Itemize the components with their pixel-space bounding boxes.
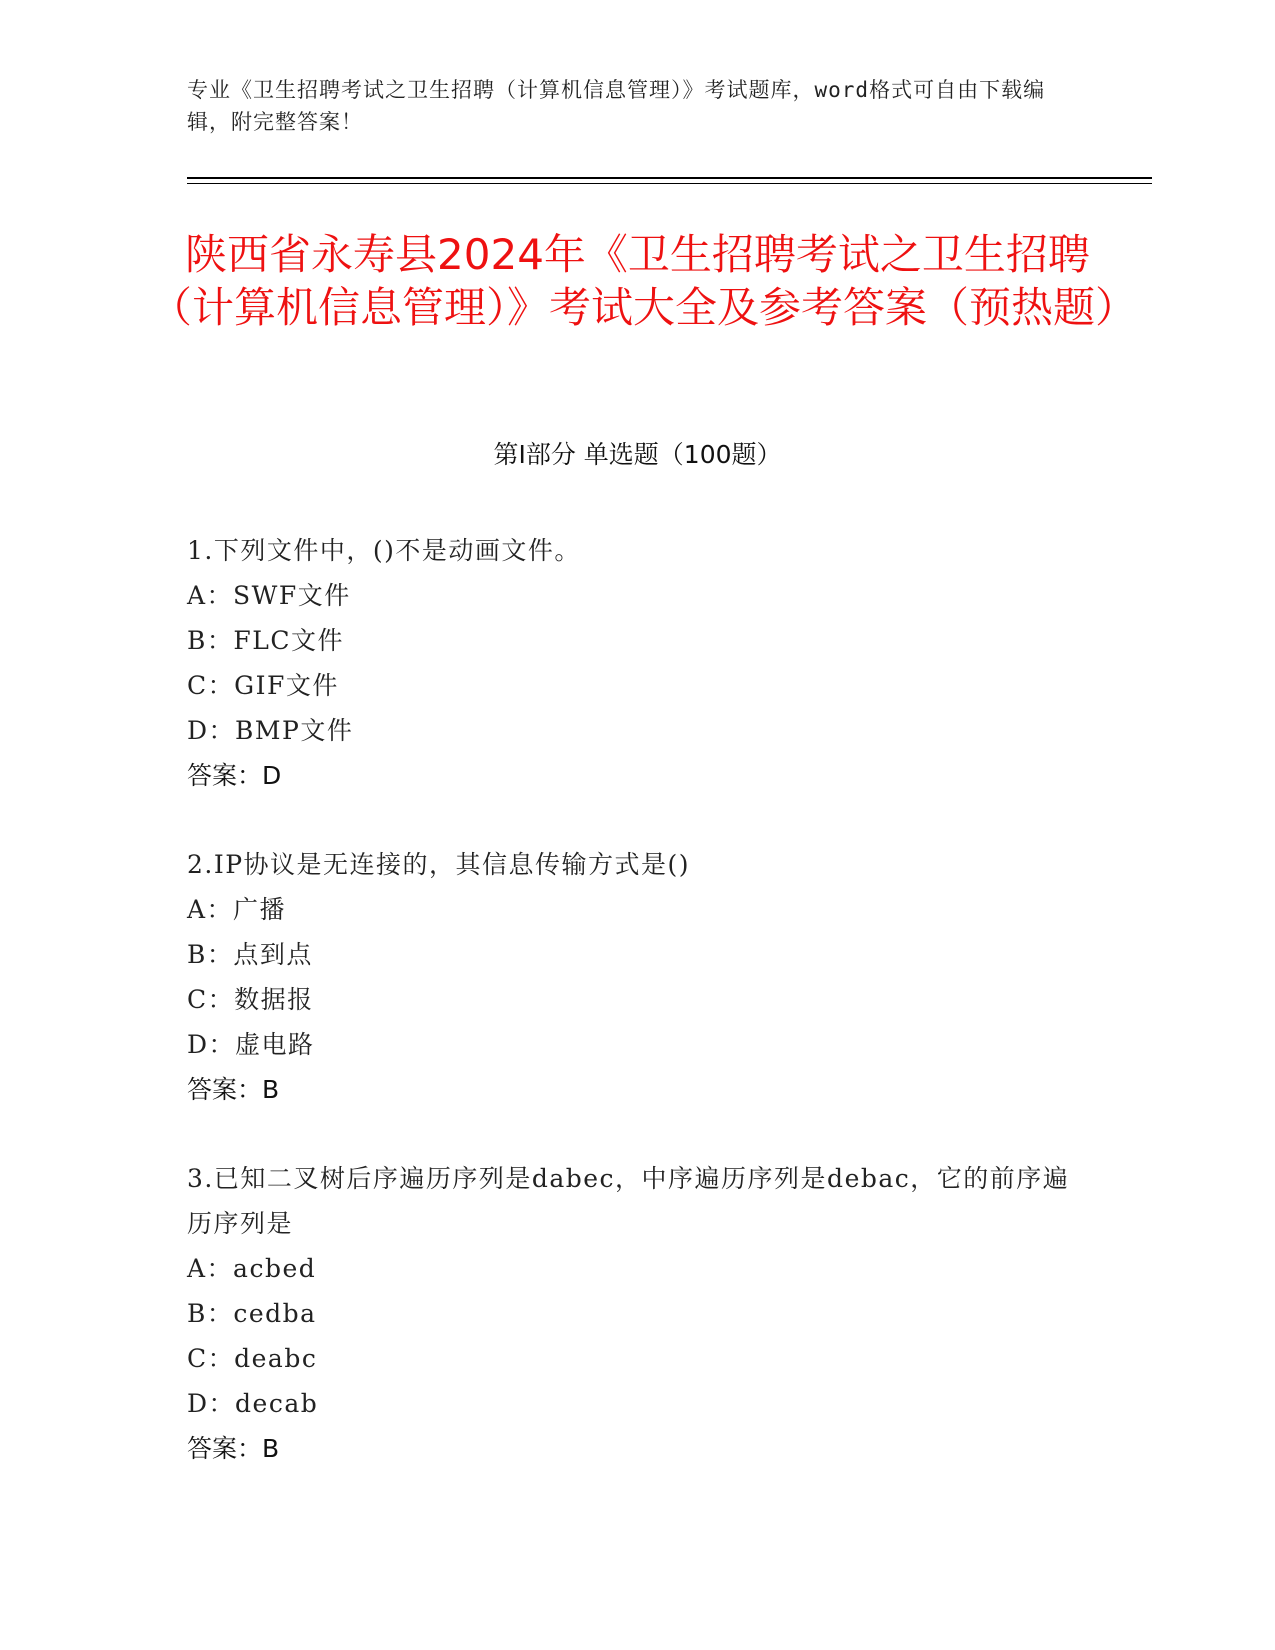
option-d: D：BMP文件 <box>187 716 354 745</box>
answer: 答案：B <box>187 1075 280 1104</box>
question-list <box>187 528 1087 1515</box>
option-b: B：cedba <box>187 1299 317 1328</box>
section-heading: 第I部分 单选题（100题） <box>493 440 782 469</box>
option-b: B：点到点 <box>187 940 313 969</box>
option-d: D：虚电路 <box>187 1030 315 1059</box>
document-title: 陕西省永寿县2024年《卫生招聘考试之卫生招聘（计算机信息管理）》考试大全及参考答案（预热题） <box>150 230 1138 332</box>
option-a: A：广播 <box>187 895 287 924</box>
option-d: D：decab <box>187 1389 319 1418</box>
header-divider-thin <box>187 183 1152 184</box>
question-stem: 2.IP协议是无连接的，其信息传输方式是() <box>187 850 691 879</box>
question-stem: 3.已知二叉树后序遍历序列是dabec，中序遍历序列是debac，它的前序遍历序列是 <box>187 1164 1070 1238</box>
option-a: A：SWF文件 <box>187 581 351 610</box>
option-c: C：GIF文件 <box>187 671 339 700</box>
question-1 <box>187 528 1087 798</box>
question-stem: 1.下列文件中，()不是动画文件。 <box>187 536 581 565</box>
answer: 答案：B <box>187 1434 280 1463</box>
option-a: A：acbed <box>187 1254 317 1283</box>
header-divider-thick <box>187 177 1152 179</box>
header-note: 专业《卫生招聘考试之卫生招聘（计算机信息管理）》考试题库，word格式可自由下载编辑，附完整答案！ <box>187 78 1046 134</box>
question-2 <box>187 842 1087 1112</box>
question-3 <box>187 1156 1087 1471</box>
option-c: C：数据报 <box>187 985 314 1014</box>
option-c: C：deabc <box>187 1344 318 1373</box>
answer: 答案：D <box>187 761 282 790</box>
option-b: B：FLC文件 <box>187 626 344 655</box>
